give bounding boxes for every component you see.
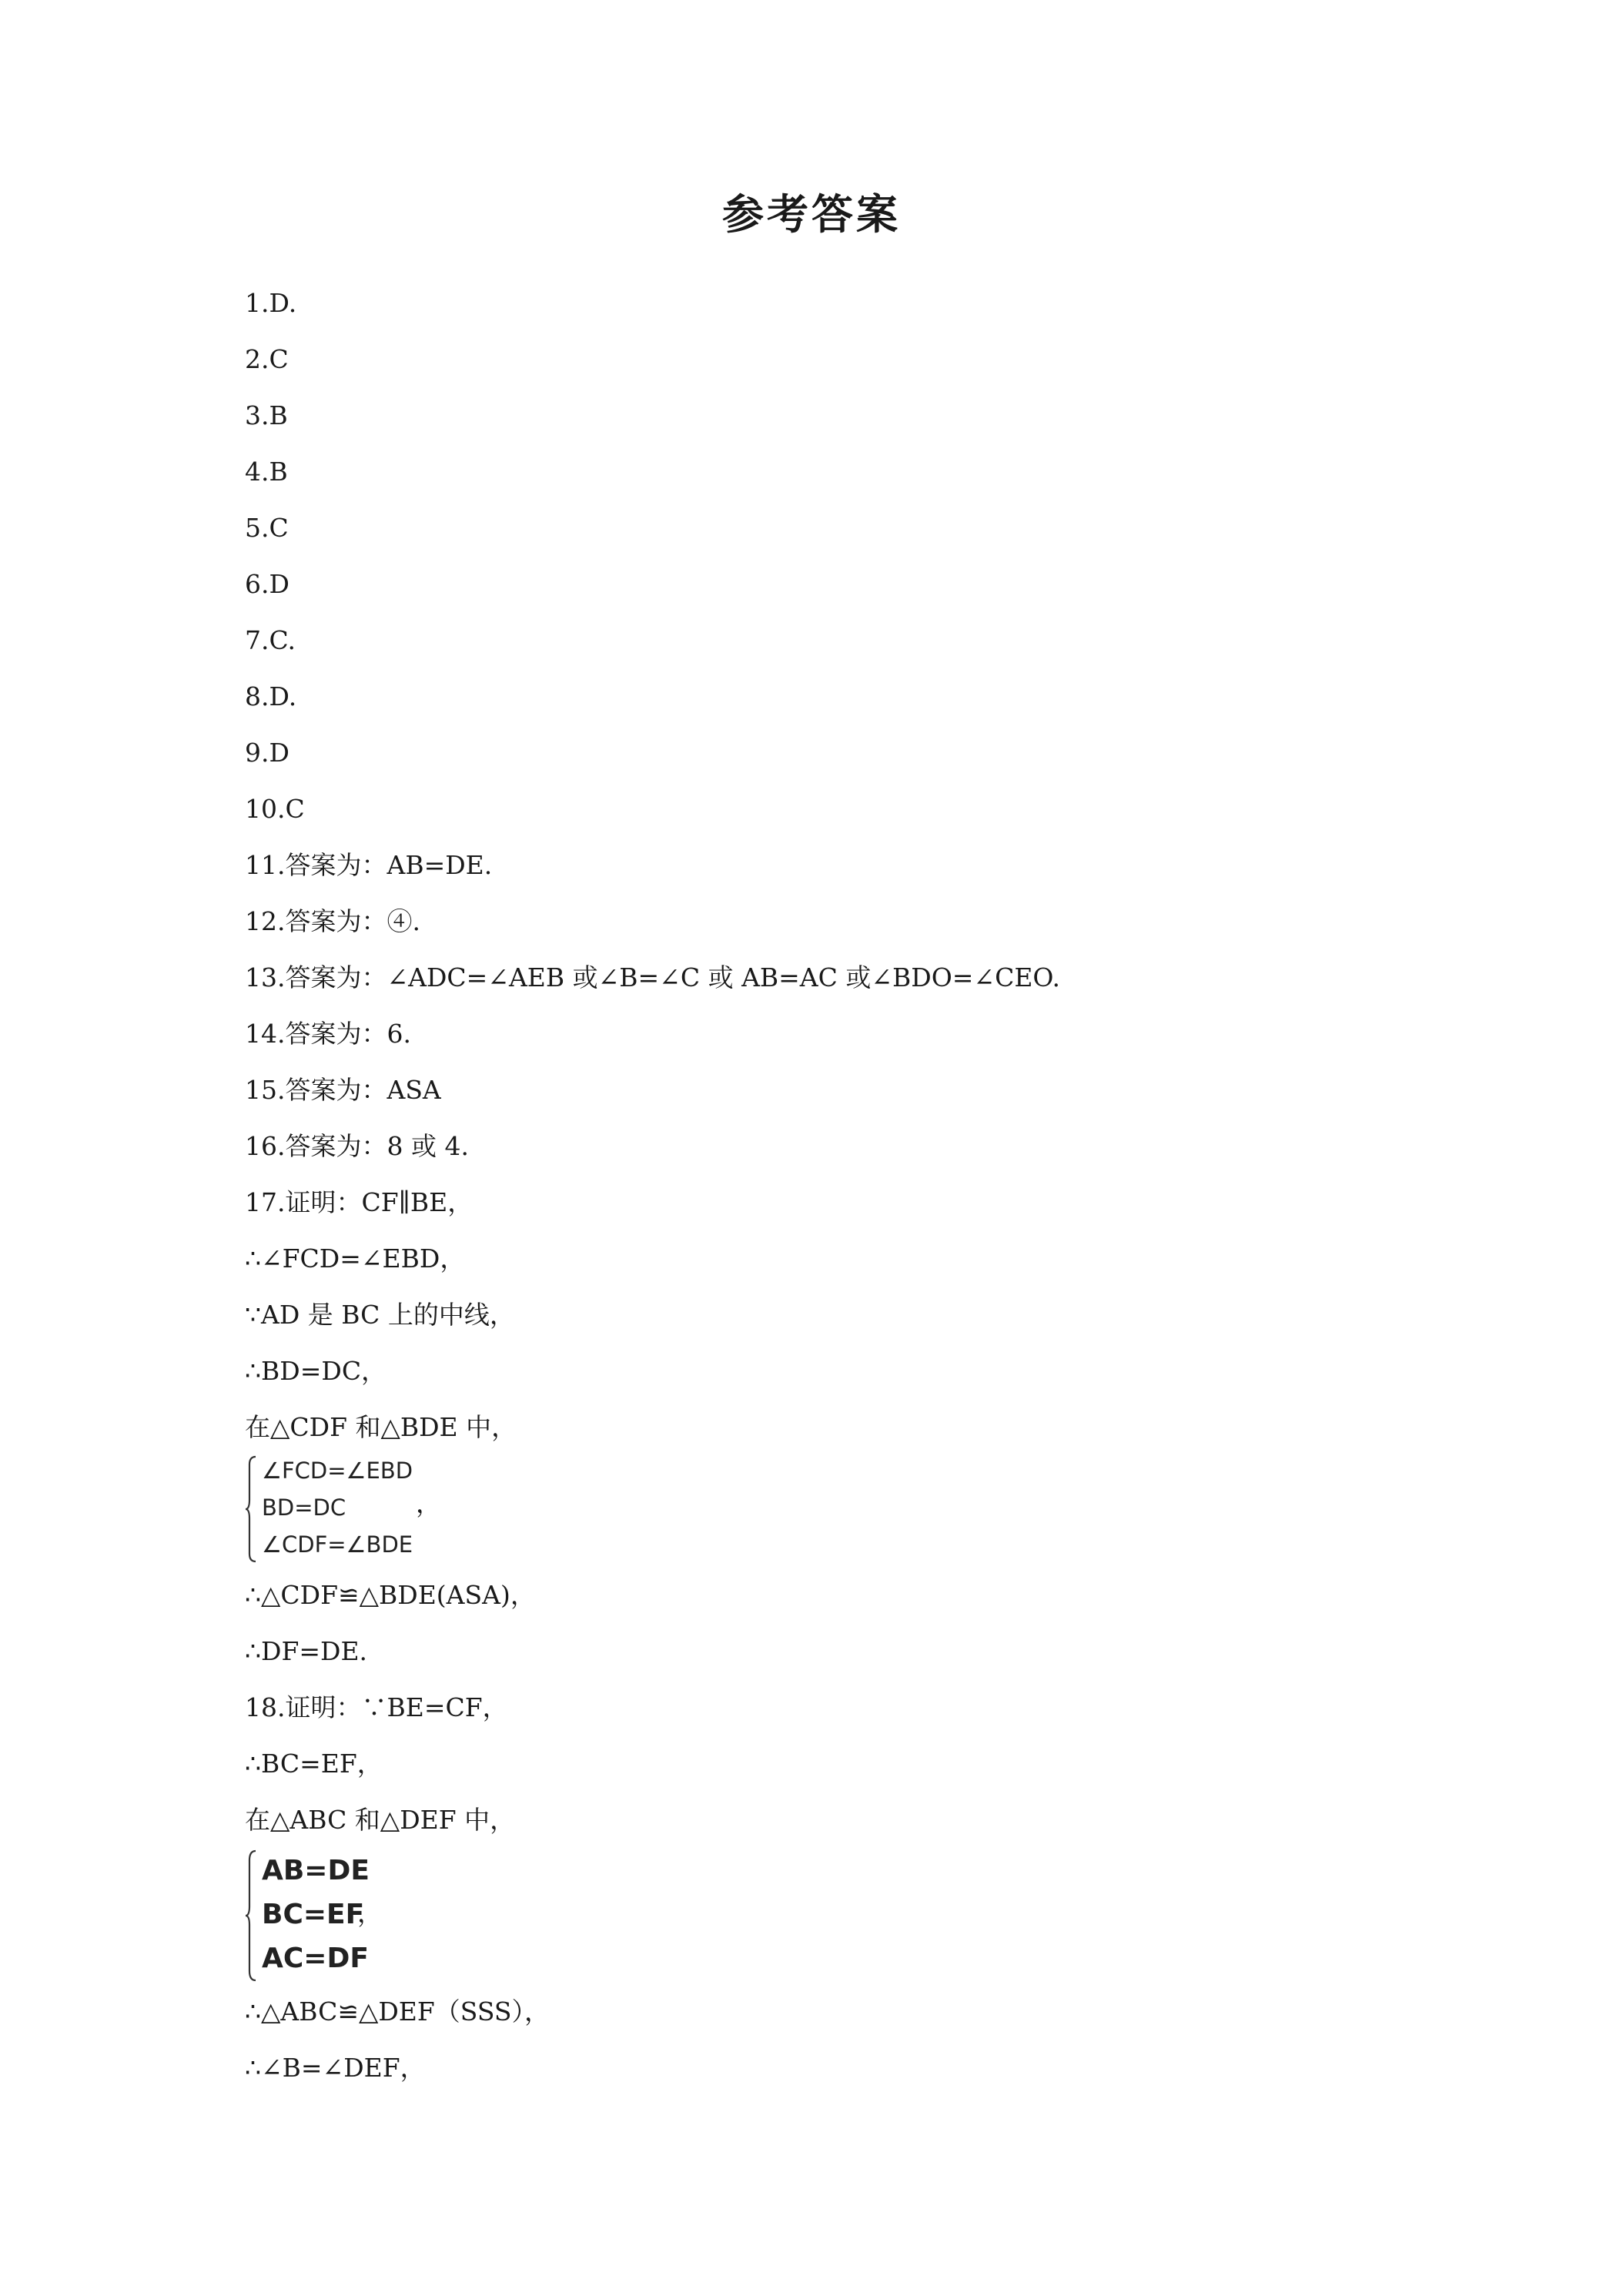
- answer-line: 6.D: [245, 569, 289, 599]
- system-row: ∠FCD=∠EBD: [262, 1458, 413, 1484]
- page-title: 参考答案: [722, 190, 901, 239]
- answer-line: 13.答案为：∠ADC=∠AEB 或∠B=∠C 或 AB=AC 或∠BDO=∠CEO.: [245, 962, 1061, 992]
- answer-line: 1.D.: [245, 288, 297, 318]
- answer-line: 11.答案为：AB=DE.: [245, 850, 493, 880]
- proof-line: 18.证明：∵BE=CF，: [245, 1692, 508, 1722]
- answer-line: 12.答案为：④.: [245, 906, 420, 936]
- system-comma: ，: [357, 1898, 383, 1928]
- left-brace-icon: [245, 1849, 257, 1982]
- equation-system: [245, 1849, 476, 1982]
- system-row: BC=EF: [262, 1899, 365, 1930]
- answer-line: 8.D.: [245, 681, 297, 711]
- answer-line: 10.C: [245, 794, 305, 824]
- system-row: AB=DE: [262, 1855, 370, 1886]
- answer-line: 2.C: [245, 344, 289, 374]
- proof-line: ∵AD 是 BC 上的中线，: [245, 1300, 515, 1330]
- answer-line: 4.B: [245, 457, 288, 487]
- answer-line: 16.答案为：8 或 4.: [245, 1131, 469, 1161]
- left-brace-icon: [245, 1455, 257, 1563]
- answer-line: 14.答案为：6.: [245, 1019, 411, 1049]
- proof-line: 在△ABC 和△DEF 中，: [245, 1805, 516, 1835]
- proof-line: ∴∠FCD=∠EBD，: [245, 1243, 466, 1274]
- system-row: ∠CDF=∠BDE: [262, 1531, 413, 1558]
- proof-line: ∴DF=DE.: [245, 1636, 368, 1666]
- equation-system: [245, 1455, 522, 1563]
- proof-line: 在△CDF 和△BDE 中，: [245, 1412, 517, 1442]
- proof-line: ∴△CDF≌△BDE(ASA)，: [245, 1580, 536, 1610]
- answer-line: 9.D: [245, 738, 289, 768]
- system-row: AC=DF: [262, 1943, 369, 1974]
- proof-line: ∴△ABC≌△DEF（SSS），: [245, 1996, 550, 2027]
- proof-line: ∴BD=DC，: [245, 1356, 387, 1386]
- system-row: BD=DC: [262, 1494, 346, 1521]
- answer-line: 3.B: [245, 400, 288, 430]
- answer-line: 7.C.: [245, 625, 296, 655]
- answer-line: 5.C: [245, 513, 289, 543]
- proof-line: 17.证明：CF∥BE，: [245, 1187, 474, 1217]
- answer-line: 15.答案为：ASA: [245, 1075, 441, 1105]
- proof-line: ∴BC=EF，: [245, 1749, 383, 1779]
- system-comma: ，: [416, 1488, 441, 1518]
- proof-line: ∴∠B=∠DEF，: [245, 2053, 426, 2083]
